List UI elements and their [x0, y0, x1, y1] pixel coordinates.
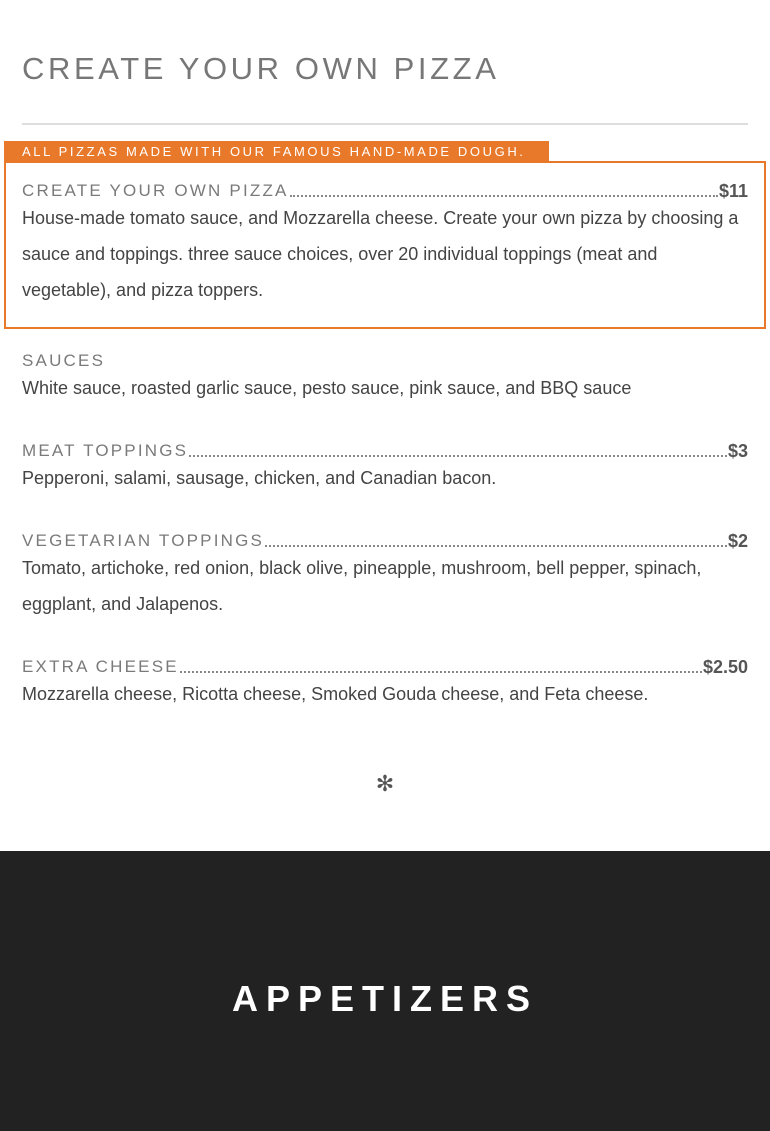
section-title: CREATE YOUR OWN PIZZA	[22, 51, 500, 86]
menu-item-name: VEGETARIAN TOPPINGS	[22, 531, 265, 550]
menu-item-name: MEAT TOPPINGS	[22, 441, 189, 460]
menu-item-price: $11	[718, 181, 748, 201]
menu-item-name: SAUCES	[22, 351, 106, 370]
menu-item-price: $2	[727, 531, 748, 551]
menu-item-meat-toppings	[22, 436, 748, 496]
menu-item-leader-dots	[189, 455, 727, 457]
menu-item-description: Pepperoni, salami, sausage, chicken, and Canadian bacon.	[22, 468, 497, 488]
menu-item-description: House-made tomato sauce, and Mozzarella cheese. Create your own pizza by choosing a sauce and toppings. three sauce choices, over 20 individual toppings (meat and vegetable), and pizza toppers.	[22, 208, 739, 300]
menu-item-price: $2.50	[702, 657, 748, 677]
menu-item-extra-cheese	[22, 652, 748, 712]
menu-item-vegetarian-toppings	[22, 526, 748, 622]
featured-tag-badge: ALL PIZZAS MADE WITH OUR FAMOUS HAND-MADE DOUGH.	[4, 141, 549, 163]
appetizers-section-title: APPETIZERS	[231, 978, 539, 1019]
menu-item-description: Tomato, artichoke, red onion, black olive, pineapple, mushroom, bell pepper, spinach, eggplant, and Jalapenos.	[22, 558, 702, 614]
menu-item-create-your-own-pizza	[22, 176, 748, 308]
menu-item-leader-dots	[265, 545, 727, 547]
menu-item-name: CREATE YOUR OWN PIZZA	[22, 181, 289, 200]
menu-item-description: White sauce, roasted garlic sauce, pesto sauce, pink sauce, and BBQ sauce	[22, 378, 632, 398]
menu-item-leader-dots	[290, 195, 718, 197]
menu-item-header	[22, 176, 748, 202]
asterisk-icon: ✻	[375, 771, 395, 796]
menu-item-header	[22, 436, 748, 462]
menu-item-header	[22, 346, 748, 372]
menu-item-description: Mozzarella cheese, Ricotta cheese, Smoked Gouda cheese, and Feta cheese.	[22, 684, 649, 704]
menu-item-price: $3	[727, 441, 748, 461]
menu-item-sauces	[22, 346, 748, 406]
menu-item-name: EXTRA CHEESE	[22, 657, 179, 676]
menu-item-leader-dots	[180, 671, 702, 673]
section-divider-rule	[22, 123, 748, 125]
menu-item-header	[22, 526, 748, 552]
menu-item-header	[22, 652, 748, 678]
